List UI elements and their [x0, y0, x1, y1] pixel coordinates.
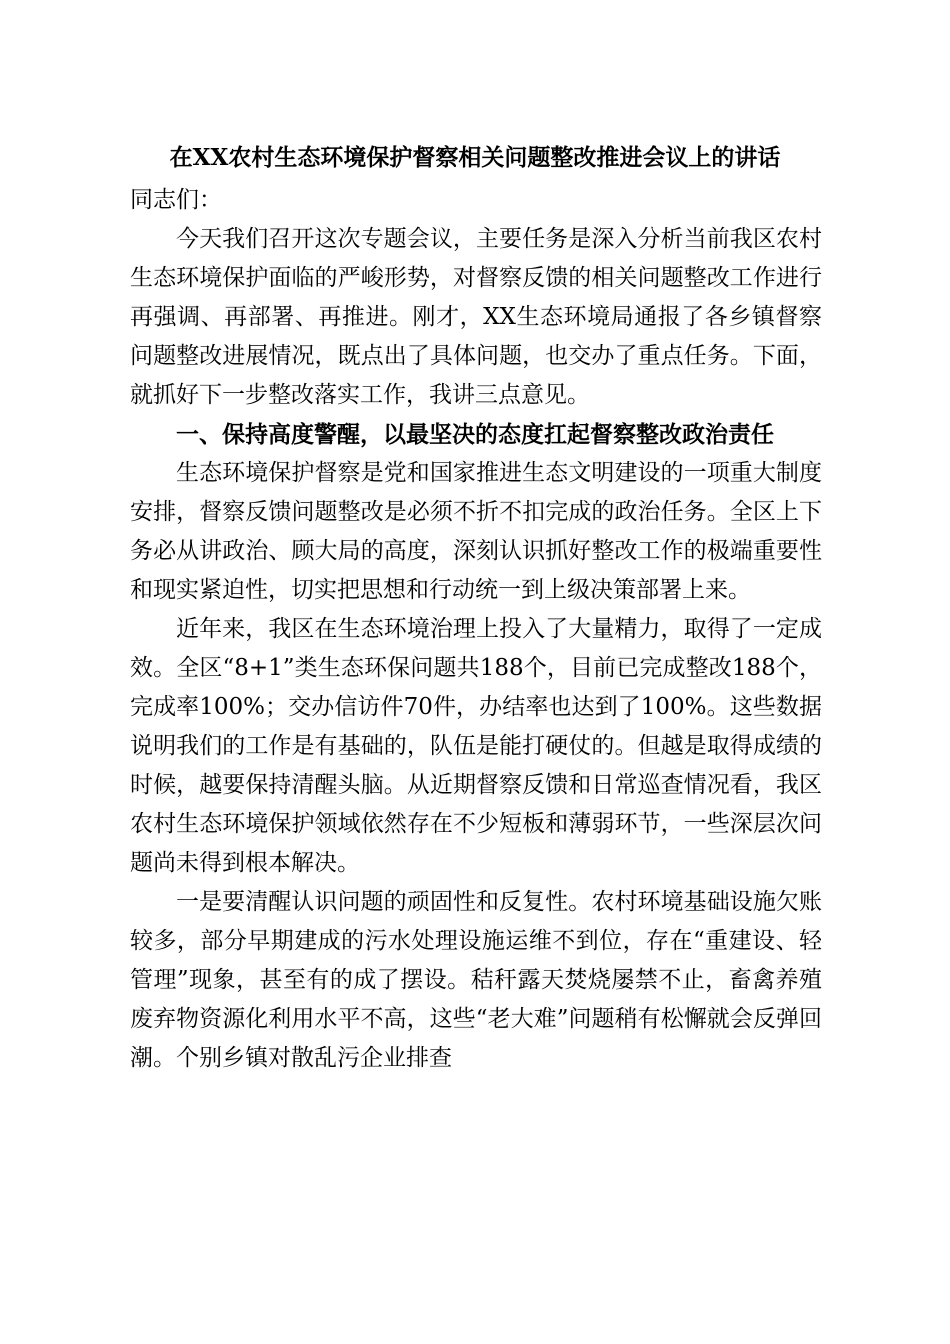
- document-body: [130, 181, 822, 1078]
- paragraph-achievements: 近年来，我区在生态环境治理上投入了大量精力，取得了一定成效。全区“8+1”类生态环保问题共188个，目前已完成整改188个，完成率100%；交办信访件70件，办结率也达到了100%。这些数据说明我们的工作是有基础的，队伍是能打硬仗的。但越是取得成绩的时候，越要保持清醒头脑。从近期督察反馈和日常巡查情况看，我区农村生态环境保护领域依然存在不少短板和薄弱环节，一些深层次问题尚未得到根本解决。: [130, 616, 822, 876]
- paragraph-intro: 今天我们召开这次专题会议，主要任务是深入分析当前我区农村生态环境保护面临的严峻形势，对督察反馈的相关问题整改工作进行再强调、再部署、再推进。刚才，XX生态环境局通报了各乡镇督察问题整改进展情况，既点出了具体问题，也交办了重点任务。下面，就抓好下一步整改落实工作，我讲三点意见。: [130, 226, 822, 408]
- salutation: 同志们：: [130, 187, 222, 213]
- section-heading-1: 一、保持高度警醒，以最坚决的态度扛起督察整改政治责任: [176, 421, 774, 448]
- document-title: 在XX农村生态环境保护督察相关问题整改推进会议上的讲话: [169, 144, 781, 171]
- paragraph-supervision: 生态环境保护督察是党和国家推进生态文明建设的一项重大制度安排，督察反馈问题整改是必须不折不扣完成的政治任务。全区上下务必从讲政治、顾大局的高度，深刻认识抓好整改工作的极端重要性和现实紧迫性，切实把思想和行动统一到上级决策部署上来。: [130, 460, 822, 603]
- paragraph-point-one: 一是要清醒认识问题的顽固性和反复性。农村环境基础设施欠账较多，部分早期建成的污水处理设施运维不到位，存在“重建设、轻管理”现象，甚至有的成了摆设。秸秆露天焚烧屡禁不止，畜禽养殖废弃物资源化利用水平不高，这些“老大难”问题稍有松懈就会反弹回潮。个别乡镇对散乱污企业排查: [130, 889, 822, 1071]
